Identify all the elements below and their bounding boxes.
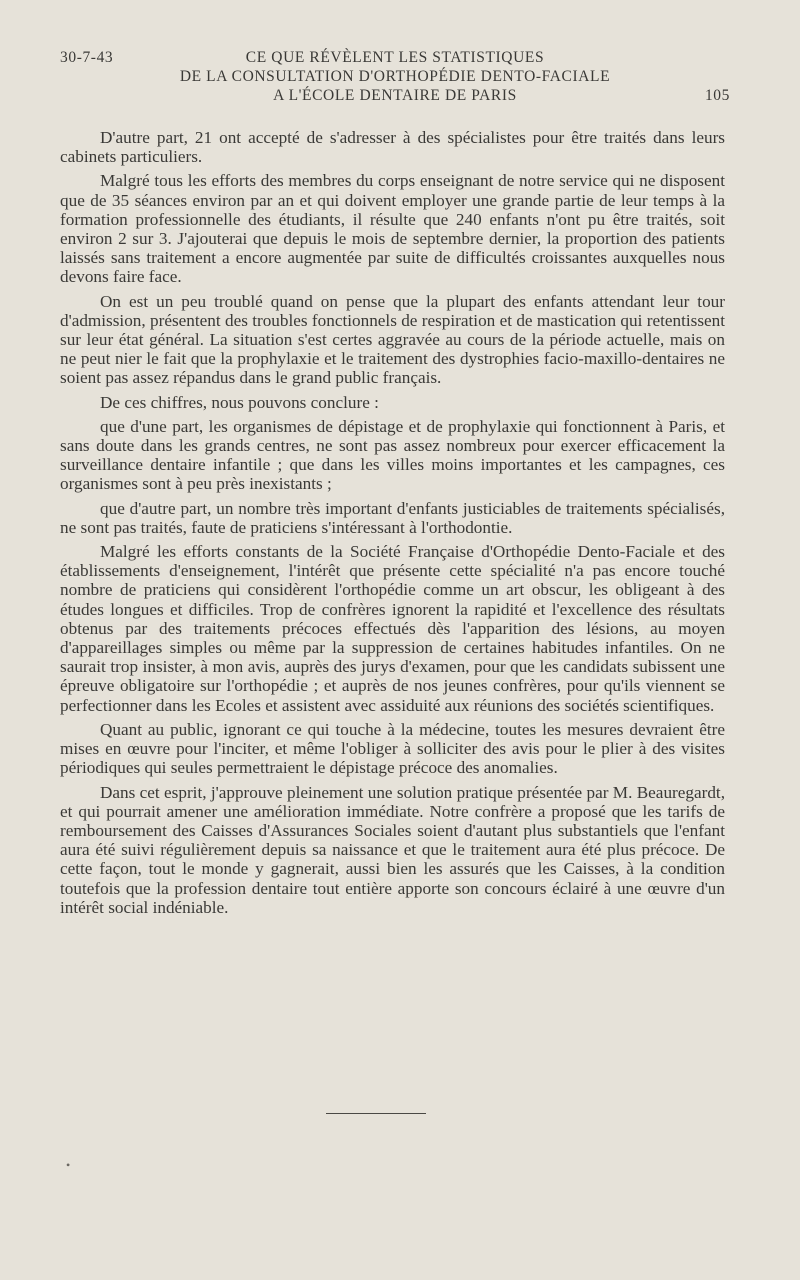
header-title-line-1: CE QUE RÉVÈLENT LES STATISTIQUES — [245, 49, 545, 66]
section-divider — [326, 1113, 426, 1114]
header-date: 30-7-43 — [60, 49, 114, 66]
running-header — [60, 48, 730, 110]
paragraph: Malgré les efforts constants de la Société Française d'Orthopédie Dento-Faciale et des établissements d'enseignement, l'intérêt que présente cette spécialité n'a pas encore touché nombre de praticiens qui considèrent l'orthopédie comme un art obscur, les obligeant à des études longues et difficiles. Trop de confrères ignorent la rapidité et l'excellence des résultats obtenus par des traitements précoces effectués dès l'apparition des lésions, au moyen d'appareillages simples ou même par la suppression de certaines habitudes infantiles. On ne saurait trop insister, à mon avis, auprès des jurys d'examen, pour que les candidats subissent une épreuve obligatoire sur l'orthopédie ; et auprès de nos jeunes confrères, pour qu'ils viennent se perfectionner dans les Ecoles et assistent avec assiduité aux réunions des sociétés scientifiques. — [60, 542, 725, 715]
paragraph: On est un peu troublé quand on pense que la plupart des enfants attendant leur tour d'admission, présentent des troubles fonctionnels de respiration et de mastication qui retentissent sur leur état général. La situation s'est certes aggravée au cours de la période actuelle, mais on ne peut nier le fait que la prophylaxie et le traitement des dystrophies facio-maxillo-dentaires ne soient pas assez répandus dans le grand public français. — [60, 291, 725, 388]
paragraph: Quant au public, ignorant ce qui touche à la médecine, toutes les mesures devraient être mises en œuvre pour l'inciter, et même l'obliger à solliciter des avis pour le plier à des visites périodiques qui seules permettraient le dépistage précoce des anomalies. — [60, 719, 725, 778]
paragraph: que d'une part, les organismes de dépistage et de prophylaxie qui fonctionnent à Paris, et sans doute dans les grands centres, ne sont pas assez nombreux pour exercer efficacement la surveillance dentaire infantile ; que dans les villes moins importantes et les campagnes, ces organismes sont à peu près inexistants ; — [60, 416, 725, 494]
header-title-line-2: DE LA CONSULTATION D'ORTHOPÉDIE DENTO-FACIALE — [179, 68, 611, 85]
paragraph: que d'autre part, un nombre très important d'enfants justiciables de traitements spécialisés, ne sont pas traités, faute de praticiens s'intéressant à l'orthodontie. — [60, 498, 725, 537]
paragraph: Dans cet esprit, j'approuve pleinement une solution pratique présentée par M. Beauregardt, et qui pourrait amener une amélioration immédiate. Notre confrère a proposé que les tarifs de remboursement des Caisses d'Assurances Sociales soient d'autant plus substantiels que l'enfant aura été suivi régulièrement depuis sa naissance et que le traitement aura été plus précoce. De cette façon, tout le monde y gagnerait, aussi bien les assurés que les Caisses, à la condition toutefois que la profession dentaire tout entière apporte son concours éclairé à une œuvre d'un intérêt social indéniable. — [60, 782, 725, 917]
paragraph: D'autre part, 21 ont accepté de s'adresser à des spécialistes pour être traités dans leurs cabinets particuliers. — [60, 128, 725, 167]
paragraph: De ces chiffres, nous pouvons conclure : — [100, 392, 379, 412]
article-body — [60, 128, 725, 922]
header-title-line-3: A L'ÉCOLE DENTAIRE DE PARIS — [273, 87, 517, 104]
page-number: 105 — [704, 87, 730, 104]
paragraph: Malgré tous les efforts des membres du corps enseignant de notre service qui ne disposent que de 35 séances environ par an et qui doivent employer une grande partie de leur temps à la formation professionnelle des étudiants, il résulte que 240 enfants n'ont pu être traités, soit environ 2 sur 3. J'ajouterai que depuis le mois de septembre dernier, la proportion des patients laissés sans traitement a encore augmentée par suite de difficultés croissantes auxquelles nous devons faire face. — [60, 171, 725, 287]
ink-speck: • — [66, 1158, 71, 1172]
header-title — [60, 48, 730, 105]
